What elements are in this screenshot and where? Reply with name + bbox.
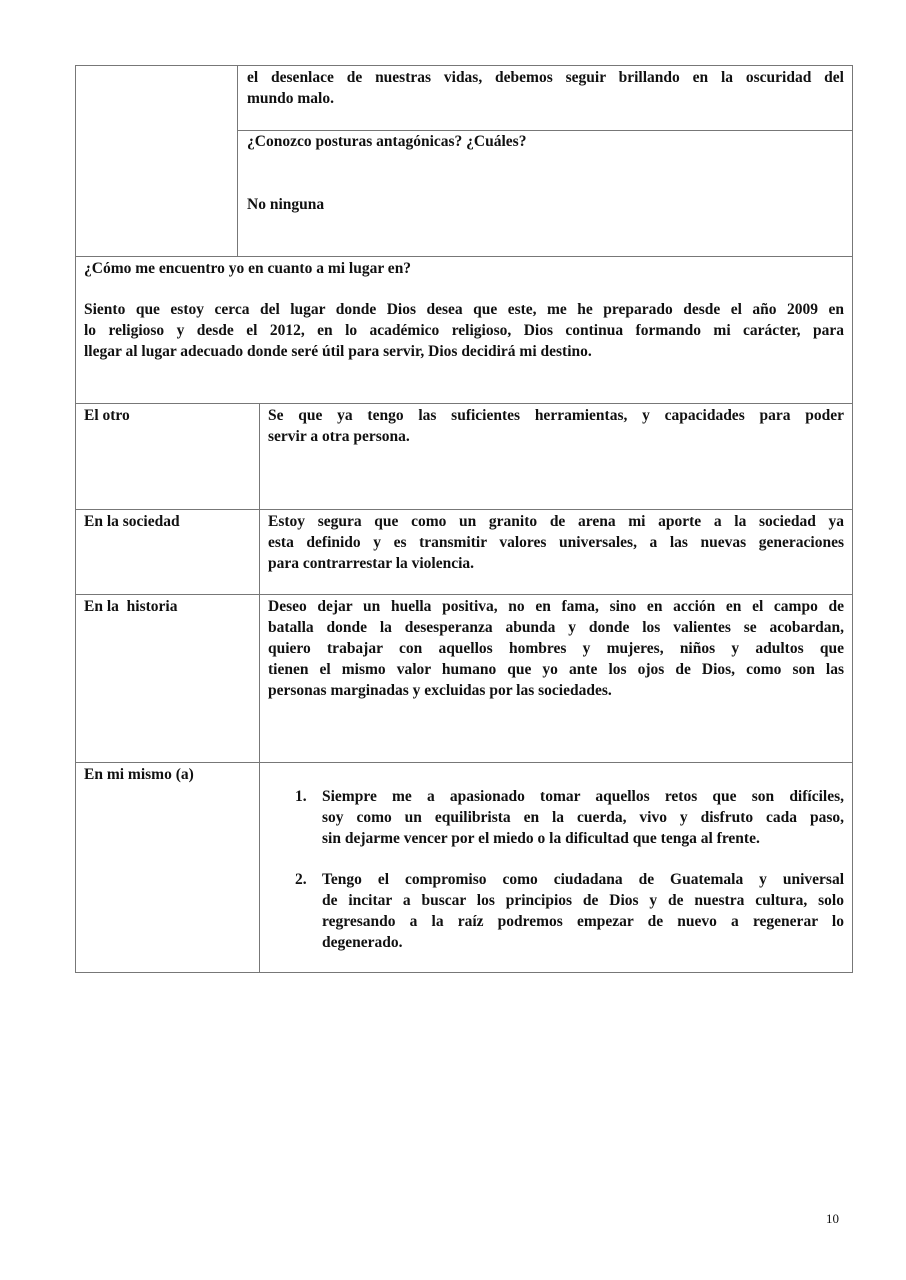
list-item: Siempre me a apasionado tomar aquellos retos que son difíciles, soy como un equilibrista en la cuerda, vivo y disfruto cada paso, sin dejarme vencer por el miedo o la dificultad que tenga al frente.	[322, 788, 844, 847]
table-row	[75, 762, 260, 973]
list-item-number: 1.	[295, 788, 307, 805]
row-text: Deseo dejar un huella positiva, no en fama, sino en acción en el campo de batalla donde la desesperanza abunda y donde los valientes se acobardan, quiero trabajar con aquellos hombres y mujeres, niños y adultos que tienen el mismo valor humano que yo ante los ojos de Dios, como son las personas marginadas y excluidas por las sociedades.	[268, 598, 844, 699]
row-text: Se que ya tengo las suficientes herramientas, y capacidades para poder servir a otra persona.	[268, 407, 844, 445]
lugar-answer: Siento que estoy cerca del lugar donde Dios desea que este, me he preparado desde el año 2009 en lo religioso y desde el 2012, en lo académico religioso, Dios continua formando mi carácter, para llegar al lugar adecuado donde seré útil para servir, Dios decidirá mi destino.	[84, 301, 844, 360]
row-label: En la historia	[84, 598, 178, 615]
row-label: El otro	[84, 407, 130, 424]
list-item-number: 2.	[295, 871, 307, 888]
list-item: Tengo el compromiso como ciudadana de Guatemala y universal de incitar a buscar los principios de Dios y de nuestra cultura, solo regresando a la raíz podremos empezar de nuevo a regenerar lo degenerado.	[322, 871, 844, 951]
page-number: 10	[826, 1211, 839, 1226]
row-label: En la sociedad	[84, 513, 180, 530]
continuation-text: el desenlace de nuestras vidas, debemos seguir brillando en la oscuridad del mundo malo.	[247, 69, 844, 107]
row-label: En mi mismo (a)	[84, 766, 194, 783]
question-text: ¿Conozco posturas antagónicas? ¿Cuáles?	[247, 133, 527, 150]
table-cell-empty-left	[75, 65, 238, 257]
row-text: Estoy segura que como un granito de arena mi aporte a la sociedad ya esta definido y es transmitir valores universales, a las nuevas generaciones para contrarrestar la violencia.	[268, 513, 844, 572]
table-row	[75, 594, 260, 763]
lugar-question: ¿Cómo me encuentro yo en cuanto a mi lugar en?	[84, 260, 412, 277]
answer-text: No ninguna	[247, 196, 325, 213]
